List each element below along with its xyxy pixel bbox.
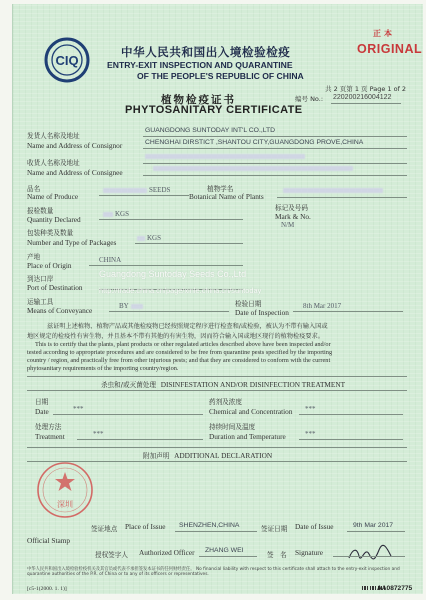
issue-place-value: SHENZHEN,CHINA — [179, 522, 240, 529]
destination-label-cn: 到达口岸 — [27, 275, 54, 283]
botanical-label-en: Botanical Name of Plants — [189, 192, 264, 201]
officer-label-en: Authorized Officer — [139, 548, 195, 557]
issue-date-value: 9th Mar 2017 — [353, 522, 394, 529]
duration-underline — [299, 439, 403, 440]
packages-underline — [135, 243, 243, 244]
marks-value: N/M — [281, 221, 295, 229]
treatment-rule-top — [27, 376, 407, 377]
svg-text:深圳: 深圳 — [57, 500, 73, 509]
doc-title-cn: 植物检疫证书 — [161, 94, 236, 106]
cert-number-label: 编号 No.: — [295, 95, 324, 103]
quantity-label-en: Quantity Declared — [27, 215, 81, 224]
marks-label-en: Mark & No. — [275, 212, 311, 221]
consignor-label-en: Name and Address of Consignor — [27, 141, 123, 150]
additional-title-en: ADDITIONAL DECLARATION — [174, 451, 273, 460]
issue-place-underline — [175, 531, 257, 532]
signature-label-en: Signature — [295, 548, 323, 557]
botanical-label-cn: 植物学名 — [207, 185, 234, 193]
official-seal-icon — [35, 460, 95, 520]
conveyance-value: BY — [119, 302, 129, 310]
officer-label-cn: 授权签字人 — [95, 551, 128, 559]
inspection-date-label-en: Date of Inspection — [235, 308, 289, 317]
consignee-name-underline — [143, 163, 407, 164]
chemical-label-cn: 药剂及浓度 — [209, 398, 242, 406]
serial-number: AA0872775 — [377, 585, 413, 592]
redacted-conveyance — [131, 304, 143, 309]
issue-date-label-en: Date of Issue — [295, 522, 334, 531]
duration-label-en: Duration and Temperature — [209, 432, 286, 441]
treatment-date-underline — [53, 414, 203, 415]
certification-en-line3: country / region, and practically free from other injurious pests; and that they are considered to conform with the current — [27, 357, 331, 364]
duration-label-cn: 持续时间及温度 — [209, 423, 256, 431]
header-title-cn: 中华人民共和国出入境检验检疫 — [121, 45, 291, 59]
marks-label-cn: 标记及号码 — [275, 204, 308, 212]
treatment-date-label-en: Date — [35, 407, 49, 416]
signature-icon — [347, 544, 393, 562]
inspection-date-value: 8th Mar 2017 — [303, 302, 342, 310]
cert-number-value: 220200216004122 — [333, 94, 392, 101]
botanical-underline — [277, 197, 407, 198]
conveyance-underline — [109, 311, 229, 312]
quantity-underline — [99, 219, 243, 220]
chemical-value: *** — [305, 405, 316, 413]
cert-number-underline — [331, 103, 401, 104]
produce-label-cn: 品名 — [27, 185, 41, 193]
page-indicator: 共 2 页第 1 页 Page 1 of 2 — [325, 85, 407, 93]
destination-label-en: Port of Destination — [27, 283, 83, 292]
certification-cn-line1: 兹证明上述植物、植物产品或其他检疫物已经按照规定程序进行检查和/或检验，被认为不带有输入国或 — [47, 323, 328, 330]
official-stamp-label: Official Stamp — [27, 536, 71, 545]
consignor-name-underline — [143, 136, 407, 137]
treatment-title — [101, 379, 345, 389]
treatment-title-cn: 杀虫和/或灭菌处理 — [101, 381, 156, 389]
treatment-method-label-cn: 处理方法 — [35, 423, 62, 431]
inspection-date-underline — [293, 311, 403, 312]
consignee-label-en: Name and Address of Consignee — [27, 168, 123, 177]
additional-title-cn: 附加声明 — [143, 452, 170, 460]
certification-cn-line2: 地区规定的检疫性有害生物，并且基本不带有其他的有害生物，因而符合输入国或地区现行的植物检疫要求。 — [27, 333, 324, 340]
officer-value: ZHANG WEI — [205, 547, 244, 554]
original-mark-en: ORIGINAL — [357, 42, 423, 56]
packages-label-cn: 包装种类及数量 — [27, 229, 74, 237]
produce-label-en: Name of Produce — [27, 192, 79, 201]
consignor-name: GUANGDONG SUNTODAY INT'L CO.,LTD — [145, 127, 276, 134]
redacted-consignee-name — [145, 154, 305, 159]
ciq-logo-icon — [43, 36, 91, 84]
origin-value: CHINA — [99, 256, 122, 264]
issue-date-underline — [347, 531, 405, 532]
conveyance-label-cn: 运输工具 — [27, 298, 54, 306]
origin-underline — [89, 265, 243, 266]
consignor-label-cn: 发货人名称及地址 — [27, 132, 80, 140]
consignee-label-cn: 收货人名称及地址 — [27, 159, 80, 167]
footer-disclaimer-en: No financial liability with respect to this certificate shall attach to the entry-exit inspection and quarantine authorities of the P.R. of China or to any of its officers or representatives. — [27, 567, 400, 577]
chemical-underline — [299, 414, 403, 415]
consignor-address-underline — [143, 148, 407, 149]
treatment-method-label-en: Treatment — [35, 432, 65, 441]
redacted-consignee-address — [153, 166, 353, 171]
issue-place-label-cn: 签证地点 — [91, 525, 118, 533]
produce-value: SEEDS — [149, 186, 171, 194]
redacted-packages — [137, 236, 145, 241]
duration-value: *** — [305, 430, 316, 438]
treatment-date-value: *** — [73, 405, 84, 413]
origin-label-cn: 产地 — [27, 253, 41, 261]
seal-stamp-icon — [411, 124, 426, 164]
quantity-value: KGS — [115, 210, 130, 218]
watermark-company: Guangdong Suntoday Seeds Co.,Ltd — [99, 269, 247, 279]
redacted-botanical — [283, 188, 383, 193]
certification-en-line2: tested according to appropriate procedures and are considered to be free from quarantine pests specified by the importing — [27, 349, 333, 356]
original-mark-cn: 正本 — [373, 29, 395, 38]
chemical-label-en: Chemical and Concentration — [209, 407, 293, 416]
header-title-en-line2: OF THE PEOPLE'S REPUBLIC OF CHINA — [137, 71, 304, 81]
officer-underline — [199, 556, 257, 557]
origin-label-en: Place of Origin — [27, 261, 72, 270]
quantity-label-cn: 报检数量 — [27, 207, 54, 215]
watermark-url: http://trade.china.cn/page/xinle.china.cn/suntoday — [99, 286, 262, 295]
treatment-rule-bottom — [27, 390, 407, 391]
form-code: [c5-1(2000. 1. 1)] — [27, 586, 67, 592]
doc-title-en: PHYTOSANITARY CERTIFICATE — [125, 104, 303, 116]
issue-date-label-cn: 签证日期 — [261, 525, 288, 533]
footer-disclaimer-cn: 中华人民共和国出入境检验检疫机关及其官员或代表不承担签发本证书的任何财经责任。 — [27, 567, 195, 572]
redacted-quantity — [103, 212, 113, 217]
redacted-produce — [103, 188, 147, 193]
certification-en-line4: phytosanitary requirements of the importing country/region. — [27, 365, 179, 372]
inspection-date-label-cn: 检验日期 — [235, 300, 262, 308]
packages-value: KGS — [147, 234, 162, 242]
additional-rule-top — [27, 447, 407, 448]
produce-underline — [99, 195, 189, 196]
conveyance-label-en: Means of Conveyance — [27, 306, 93, 315]
additional-title — [143, 450, 272, 460]
certificate-sheet — [12, 4, 423, 594]
footer-disclaimer — [27, 567, 417, 577]
consignee-address-underline — [143, 175, 407, 176]
svg-text:CIQ: CIQ — [55, 53, 79, 68]
treatment-method-underline — [77, 439, 203, 440]
consignor-address: CHENGHAI DIRSTICT ,SHANTOU CITY,GUANGDONG PROVE,CHINA — [145, 139, 364, 146]
packages-label-en: Number and Type of Packages — [27, 238, 117, 247]
treatment-date-label-cn: 日期 — [35, 398, 49, 406]
issue-place-label-en: Place of Issue — [125, 522, 166, 531]
signature-label-cn: 签 名 — [267, 551, 287, 559]
header-title-en-line1: ENTRY-EXIT INSPECTION AND QUARANTINE — [107, 60, 293, 70]
signature-underline — [333, 556, 405, 557]
treatment-title-en: DISINFESTATION AND/OR DISINFECTION TREATMENT — [160, 380, 346, 389]
treatment-method-value: *** — [93, 430, 104, 438]
certification-en-line1: This is to certify that the plants, plant products or other regulated articles described above have been inspected and/or — [35, 341, 331, 348]
